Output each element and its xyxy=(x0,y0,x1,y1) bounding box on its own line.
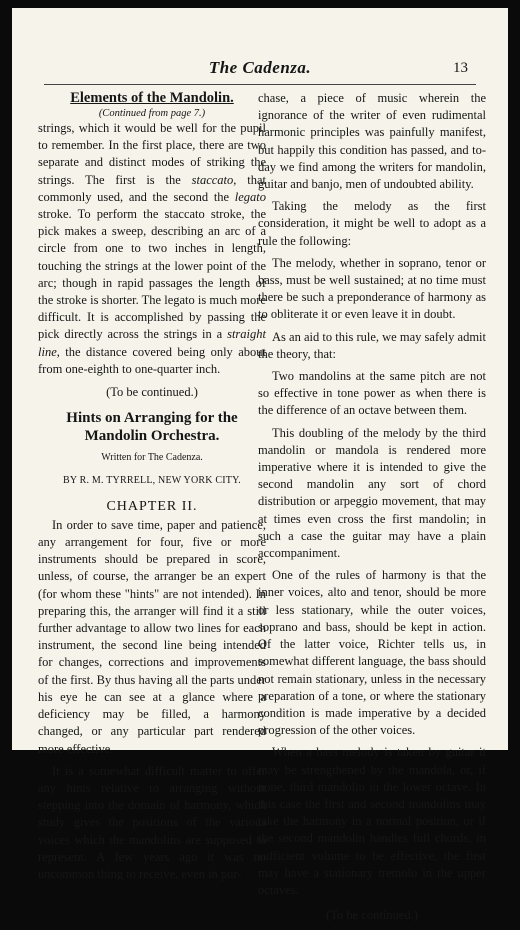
article-paragraph: It is a somewhat difficult matter to offer any hints relative to arranging without stepping into the domain of harmony, which study gives the positions of the various voices which the mandolins are supposed to represent. A few years ago it was no uncommon thing to receive, even in pur- xyxy=(38,763,266,881)
magazine-page xyxy=(12,8,508,923)
chapter-heading: CHAPTER II. xyxy=(106,498,198,514)
article-paragraph: Taking the melody as the first consideration, it might be well to adopt as a rule the following: xyxy=(258,199,486,248)
article-paragraph: One of the rules of harmony is that the inner voices, alto and tenor, should be more or less stationary, while the outer voices, soprano and bass, should be kept in action. Of the latter voice, Richter tells us, in somewhat different language, the bass should not remain stationary, unless in the necessary preparation of a tone, or where the stationary condition is made imperative by a decided progression of the other voices. xyxy=(258,568,486,738)
continued-note: (Continued from page 7.) xyxy=(98,108,206,119)
article-paragraph: When a bass melody is taken by guitar it may be strengthened by the mandola, or, if none, third mandolin in the lower octave. In this case the first and second mandolins may take the harmony in a normal position, or if the second mandolin handles full chords, in sufficient volume to be effective, the first may have a stationary tremolo in the upper octaves. xyxy=(258,745,486,897)
article-title-elements: Elements of the Mandolin. xyxy=(70,90,234,106)
page-number: 13 xyxy=(453,60,468,76)
article-paragraph: Two mandolins at the same pitch are not so effective in tone power as when there is the difference of an octave between them. xyxy=(258,369,486,418)
magazine-title: The Cadenza. xyxy=(208,58,312,77)
to-be-continued: (To be continued.) xyxy=(106,385,198,400)
article-paragraph: chase, a piece of music wherein the ignorance of the writer of even rudimental harmonic principles was painfully manifest, but happily this condition has passed, and to-day we find among the writers for mandolin, guitar and banjo, men of undoubted ability. xyxy=(258,91,486,192)
article-paragraph: This doubling of the melody by the third mandolin or mandola is rendered more imperative where it is intended to give the second mandolin any sort of chord distribution or arpeggio movement, that may at times even cross the first mandolin; in such a case the guitar may have a plain accompaniment. xyxy=(258,425,486,561)
written-for-note: Written for The Cadenza. xyxy=(101,452,203,464)
author-byline: BY R. M. TYRRELL, NEW YORK CITY. xyxy=(63,475,241,487)
to-be-continued: (To be continued.) xyxy=(326,908,418,923)
page-header xyxy=(12,58,508,82)
article-paragraph: strings, which it would be well for the pupil to remember. In the first place, there are two separate and distinct modes of striking the strings. The first is the staccato, that commonly used, and the second the legato stroke. To perform the staccato stroke, the pick makes a sweep, describing an arc of a circle from one to two inches in length, touching the strings at the lower point of the arc; though in rapid passages the length of the stroke is shorter. The legato is much more difficult. It is accomplished by passing the pick directly across the strings in a straight line, the distance covered being only about from one-eighth to one-quarter inch. xyxy=(38,121,266,376)
article-paragraph: In order to save time, paper and patience, any arrangement for four, five or more instruments should be prepared in score, unless, of course, the arranger be an expert (for whom these "hints" are not intended). In preparing this, the arranger will find it a still further advantage to allow two lines for each instrument, the second line being intended for changes, corrections and improvements of the first. By thus having all the parts under his eye he can see at a glance where a deficiency may be filled, a harmony changed, or any particular part rendered more effective. xyxy=(38,517,266,756)
article-paragraph: As an aid to this rule, we may safely admit the theory, that: xyxy=(258,329,486,361)
header-divider xyxy=(44,84,476,85)
article-title-hints: Hints on Arranging for the Mandolin Orchestra. xyxy=(66,410,238,445)
left-column xyxy=(38,90,266,883)
right-column xyxy=(258,90,486,930)
article-paragraph: The melody, whether in soprano, tenor or bass, must be well sustained; at no time must there be such a preponderance of harmony as to obliterate it or even leave it in doubt. xyxy=(258,255,486,322)
